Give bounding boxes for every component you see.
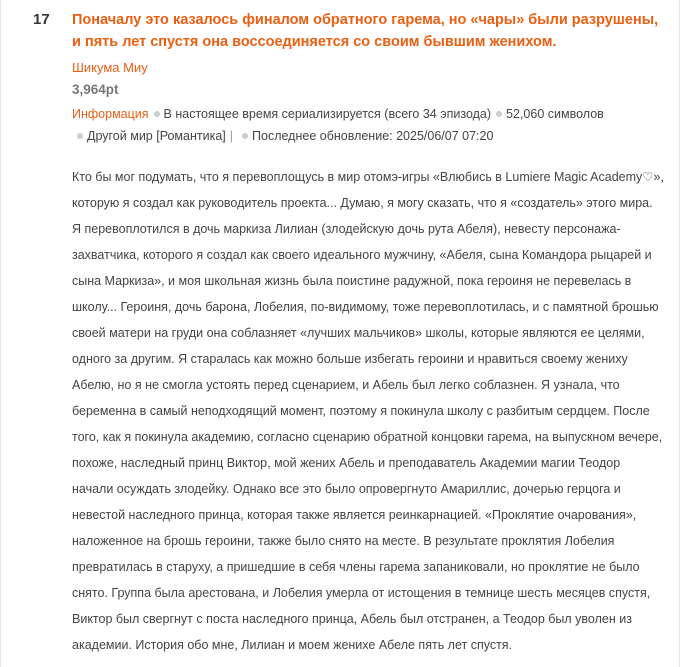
dot-separator-icon (242, 133, 248, 139)
serialization-status: В настоящее время сериализируется (всего 34 эпизода) (163, 107, 492, 121)
character-count: 52,060 символов (506, 107, 604, 121)
rank-number: 17 (33, 11, 50, 28)
pipe-separator: | (229, 129, 234, 143)
novel-title-link[interactable]: Поначалу это казалось финалом обратного гарема, но «чары» были разрушены, и пять лет спустя она воссоединяется со своим бывшим женихом. (72, 12, 659, 50)
points-value: 3,964pt (72, 82, 119, 97)
genre-label: Другой мир [Романтика] (87, 129, 226, 143)
author-link[interactable]: Шикума Миу (72, 60, 148, 75)
meta-info (72, 103, 668, 147)
info-link[interactable]: Информация (72, 107, 149, 121)
dot-separator-icon (496, 111, 502, 117)
dot-separator-icon (154, 111, 160, 117)
last-update: Последнее обновление: 2025/06/07 07:20 (252, 129, 494, 143)
summary-text: Кто бы мог подумать, что я перевоплощусь в мир отомэ-игры «Влюбись в Lumiere Magic Academy♡», которую я создал как руководитель проекта... Думаю, я могу сказать, что я «создатель» этого мира. Я перевоплотился в дочь маркиза Лилиан (злодейскую дочь рута Абеля), невесту персонажа-захватчика, которого я создал как своего идеального мужчину, «Абеля, сына Командора рыцарей и сына Маркиза», и моя школьная жизнь была поистине радужной, пока героиня не перевелась в школу... Героиня, дочь барона, Лобелия, по-видимому, тоже перевоплотилась, и с памятной брошью своей матери на груди она соблазняет «лучших мальчиков» школы, которые являются ее целями, одного за другим. Я старалась как можно больше избегать героини и нравиться своему жениху Абелю, но я не смогла устоять перед сценарием, и Абель был легко соблазнен. Я узнала, что беременна в самый неподходящий момент, поэтому я покинула школу с разбитым сердцем. После того, как я покинула академию, согласно сценарию обратной концовки гарема, на выпускном вечере, похоже, наследный принц Виктор, мой жених Абель и преподаватель Академии магии Теодор начали осуждать злодейку. Однако все это было опровергнуто Амариллис, дочерью герцога и невестой наследного принца, которая также является реинкарнацией. «Проклятие очарования», наложенное на брошь героини, также было снято на месте. В результате проклятия Лобелия превратилась в старуху, а пришедшие в себя члены гарема запаниковали, но проклятие не было снято. Группа была арестована, и Лобелия умерла от истощения в темнице шесть месяцев спустя, Виктор был свергнут с поста наследного принца, Абель был отстранен, а Теодор был уволен из академии. История обо мне, Лилиан и моем женихе Абеле пять лет спустя. (72, 170, 664, 652)
item-content (72, 9, 668, 658)
dot-separator-icon (77, 133, 83, 139)
